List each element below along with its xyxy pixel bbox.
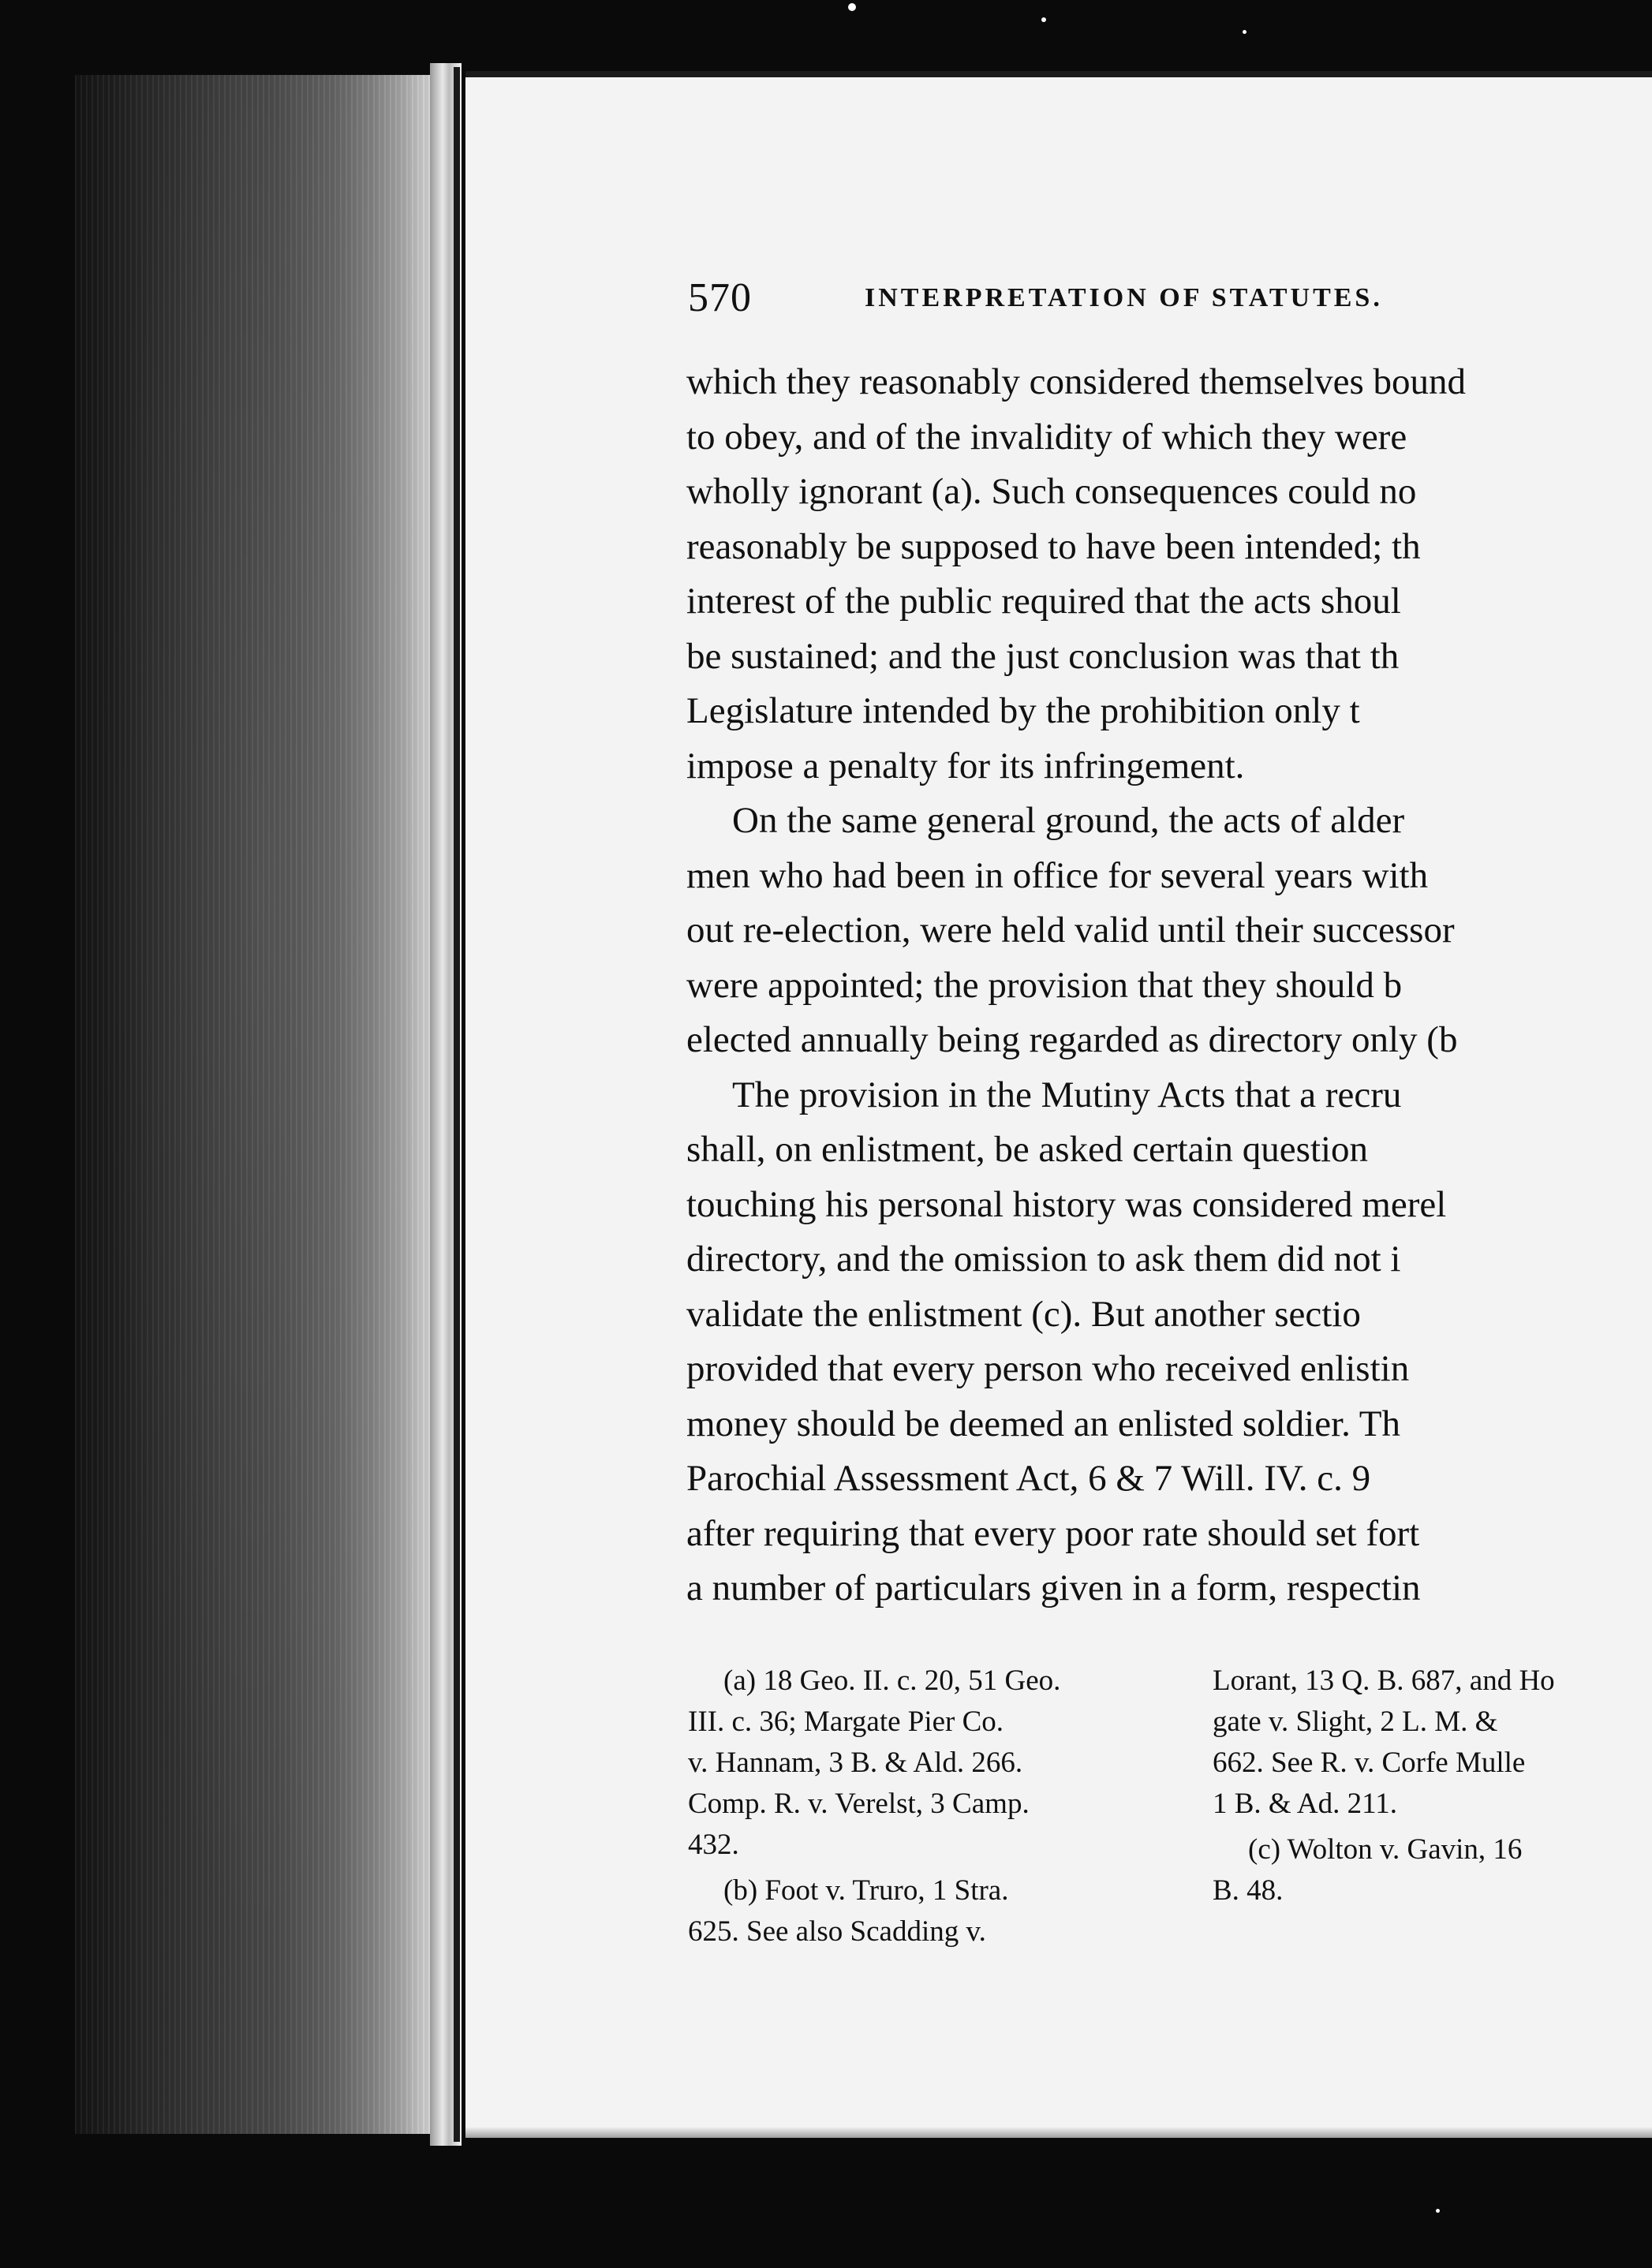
spine-texture — [75, 75, 446, 2134]
body-line: touching his personal history was considered merel — [686, 1183, 1447, 1225]
body-line: wholly ignorant (a). Such consequences could no — [686, 471, 1417, 512]
body-line: reasonably be supposed to have been intended; th — [686, 525, 1421, 567]
footnote-line: 1 B. & Ad. 211. — [1213, 1788, 1398, 1820]
body-line: be sustained; and the just conclusion was that th — [686, 635, 1400, 677]
book-page — [465, 71, 1652, 2138]
scan-speck — [848, 3, 856, 11]
footnote-line: gate v. Slight, 2 L. M. & — [1213, 1706, 1498, 1738]
running-title: INTERPRETATION OF STATUTES. — [865, 283, 1383, 312]
footnote-line: B. 48. — [1213, 1874, 1284, 1907]
body-line: On the same general ground, the acts of alder — [732, 800, 1405, 841]
book-spine — [75, 75, 446, 2134]
footnote-line: (b) Foot v. Truro, 1 Stra. — [723, 1874, 1009, 1907]
body-line: Parochial Assessment Act, 6 & 7 Will. IV. c. 9 — [686, 1458, 1371, 1499]
footnote-line: III. c. 36; Margate Pier Co. — [688, 1706, 1004, 1738]
scan-speck — [1436, 2209, 1440, 2213]
footnote-line: 432. — [688, 1829, 739, 1861]
body-line: Legislature intended by the prohibition only t — [686, 690, 1360, 731]
footnotes-left-column — [688, 1661, 1177, 1952]
footnote-line: Comp. R. v. Verelst, 3 Camp. — [688, 1788, 1030, 1820]
body-line: after requiring that every poor rate should set fort — [686, 1512, 1420, 1554]
scan-speck — [1041, 17, 1046, 22]
footnote-line: v. Hannam, 3 B. & Ald. 266. — [688, 1747, 1023, 1779]
footnote-line: (a) 18 Geo. II. c. 20, 51 Geo. — [723, 1665, 1061, 1697]
body-line: which they reasonably considered themselves bound — [686, 361, 1467, 402]
body-line: provided that every person who received enlistin — [686, 1348, 1410, 1389]
footnote-line: 625. See also Scadding v. — [688, 1915, 986, 1948]
body-text — [686, 355, 1652, 1616]
body-line: validate the enlistment (c). But another sectio — [686, 1293, 1361, 1335]
footnote-line: (c) Wolton v. Gavin, 16 — [1248, 1833, 1523, 1866]
body-line: elected annually being regarded as directory only (b — [686, 1019, 1458, 1060]
page-border — [454, 67, 460, 2142]
page-number: 570 — [688, 275, 752, 320]
body-line: to obey, and of the invalidity of which they were — [686, 416, 1407, 458]
body-line: directory, and the omission to ask them did not i — [686, 1239, 1401, 1280]
body-line: out re-election, were held valid until their successor — [686, 910, 1455, 951]
bottom-edge-shadow — [465, 2127, 1652, 2138]
footnotes-right-column — [1213, 1661, 1652, 1911]
footnote-line: 662. See R. v. Corfe Mulle — [1213, 1747, 1526, 1779]
body-line: impose a penalty for its infringement. — [686, 745, 1245, 787]
page-header — [688, 275, 1652, 321]
body-line: were appointed; the provision that they should b — [686, 964, 1403, 1006]
body-line: The provision in the Mutiny Acts that a recru — [732, 1074, 1402, 1115]
body-line: money should be deemed an enlisted soldier. Th — [686, 1403, 1401, 1444]
body-line: interest of the public required that the acts shoul — [686, 581, 1401, 622]
scan-speck — [1243, 30, 1246, 34]
footnote-line: Lorant, 13 Q. B. 687, and Ho — [1213, 1665, 1555, 1697]
body-line: men who had been in office for several years with — [686, 854, 1429, 896]
body-line: shall, on enlistment, be asked certain question — [686, 1129, 1369, 1170]
body-line: a number of particulars given in a form, respectin — [686, 1567, 1421, 1609]
top-edge-rule — [465, 71, 1652, 77]
